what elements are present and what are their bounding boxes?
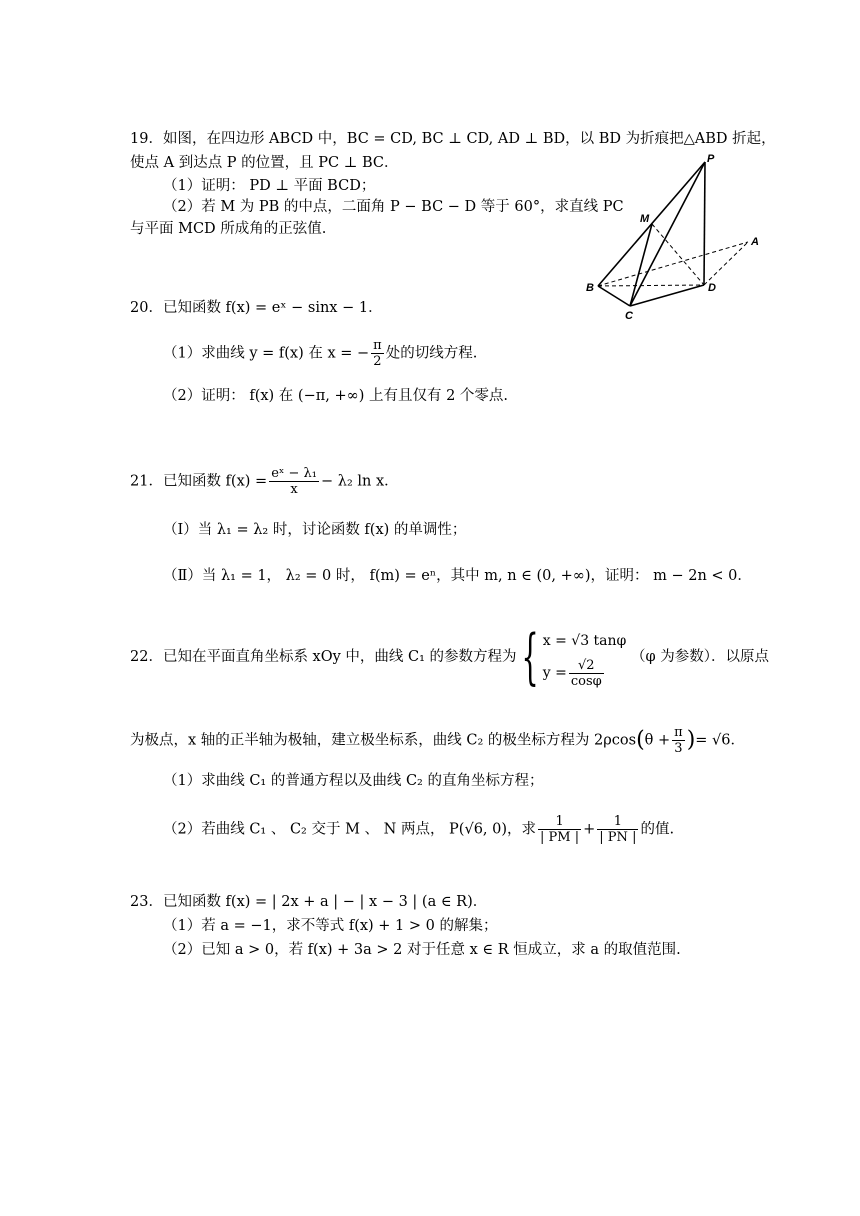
label-A: A	[751, 236, 759, 248]
q23-part2: （2）已知 a > 0，若 f(x) + 3a > 2 对于任意 x ∈ R 恒成立，求 a 的取值范围.	[163, 942, 681, 958]
q20-part1-post: 处的切线方程.	[385, 345, 478, 362]
q22-part2	[163, 814, 674, 845]
q20-part1-pre: （1）求曲线 y = f(x) 在 x = −	[163, 345, 370, 362]
q22-eq2	[543, 657, 627, 689]
q22-frac-pm-num: 1	[538, 814, 581, 830]
q21-part2: （Ⅱ）当 λ₁ = 1， λ₂ = 0 时， f(m) = eⁿ，其中 m, n ∈ (0, +∞)，证明： m − 2n < 0．	[163, 568, 752, 584]
paren-close: )	[686, 727, 696, 753]
label-B: B	[586, 282, 594, 294]
q21-pre: 21．已知函数 f(x) =	[130, 473, 268, 490]
q20-part1	[163, 338, 477, 369]
q21-fraction	[269, 466, 319, 497]
q22-line2-pre: 为极点，x 轴的正半轴为极轴，建立极坐标系，曲线 C₂ 的极坐标方程为 2ρcos	[130, 732, 637, 749]
q20-fraction	[371, 338, 384, 369]
q22-pre: 22．已知在平面直角坐标系 xOy 中，曲线 C₁ 的参数方程为	[130, 649, 517, 665]
q22-line2-num: π	[674, 725, 683, 740]
label-D: D	[708, 282, 716, 294]
edge-BC	[598, 286, 630, 306]
q22-part1: （1）求曲线 C₁ 的普通方程以及曲线 C₂ 的直角坐标方程；	[163, 773, 544, 789]
q22-line2-paren-pre: θ +	[644, 732, 671, 749]
q22-line1	[130, 622, 769, 692]
q21-line1	[130, 466, 399, 497]
brace-icon: {	[521, 622, 539, 692]
q23-part1: （1）若 a = −1，求不等式 f(x) + 1 > 0 的解集；	[163, 918, 498, 934]
q22-line2-den: 3	[674, 741, 683, 756]
q22-eq2-pre: y =	[542, 665, 567, 681]
q21-post: − λ₂ ln x．	[321, 473, 399, 490]
q20-frac-num: π	[373, 338, 382, 353]
q20-frac-den: 2	[373, 354, 382, 369]
q22-frac-pn-den: | PN |	[599, 830, 637, 845]
q22-plus: +	[583, 821, 596, 838]
q22-eq2-fraction	[569, 658, 604, 689]
q23-line1: 23．已知函数 f(x) = | 2x + a | − | x − 3 | (a ∈ R)．	[130, 894, 488, 910]
q19-line1: 19．如图，在四边形 ABCD 中，BC = CD, BC ⊥ CD, AD ⊥ BD，以 BD 为折痕把△ABD 折起，	[130, 131, 776, 147]
q21-part1: （Ⅰ）当 λ₁ = λ₂ 时，讨论函数 f(x) 的单调性；	[163, 522, 467, 538]
q22-frac-pm	[538, 814, 581, 845]
label-P: P	[707, 153, 715, 165]
q22-line2-post: = √6．	[695, 732, 746, 749]
q22-frac-pm-den: | PM |	[540, 830, 580, 845]
q21-frac-num: eˣ − λ₁	[271, 466, 317, 481]
q22-eq2-den: cosφ	[570, 673, 602, 689]
q22-line2-fraction	[672, 725, 685, 756]
q20-part2: （2）证明： f(x) 在 (−π, +∞) 上有且仅有 2 个零点.	[163, 388, 509, 404]
q22-frac-pn	[597, 814, 638, 845]
q20-line1: 20．已知函数 f(x) = eˣ − sinx − 1．	[130, 300, 383, 316]
q19-part2: （2）若 M 为 PB 的中点，二面角 P − BC − D 等于 60°，求直线 PC	[163, 199, 624, 215]
q22-part2-post: 的值.	[640, 821, 675, 838]
q21-frac-den: x	[290, 482, 298, 497]
q19-line2: 使点 A 到达点 P 的位置，且 PC ⊥ BC．	[130, 155, 399, 171]
q22-eq1: x = √3 tanφ	[542, 633, 627, 649]
q22-system	[543, 625, 627, 689]
q22-line2	[130, 725, 745, 756]
q22-part2-pre: （2）若曲线 C₁ 、 C₂ 交于 M 、 N 两点， P(√6, 0)，求	[163, 821, 537, 838]
q22-frac-pn-num: 1	[597, 814, 638, 830]
q22-post: （φ 为参数）．以原点	[630, 649, 769, 665]
edge-CP	[630, 162, 705, 306]
label-C: C	[625, 310, 633, 322]
label-M: M	[640, 213, 650, 225]
edge-BD	[598, 285, 704, 286]
pyramid-figure	[578, 150, 768, 322]
edge-PD	[704, 162, 705, 285]
edge-CD	[630, 285, 704, 306]
q19-part1: （1）证明： PD ⊥ 平面 BCD；	[163, 178, 376, 194]
q19-part2-cont: 与平面 MCD 所成角的正弦值.	[130, 221, 327, 237]
edge-MD	[652, 224, 704, 285]
paren-open: (	[636, 727, 645, 753]
q22-eq2-num: √2	[569, 658, 604, 674]
